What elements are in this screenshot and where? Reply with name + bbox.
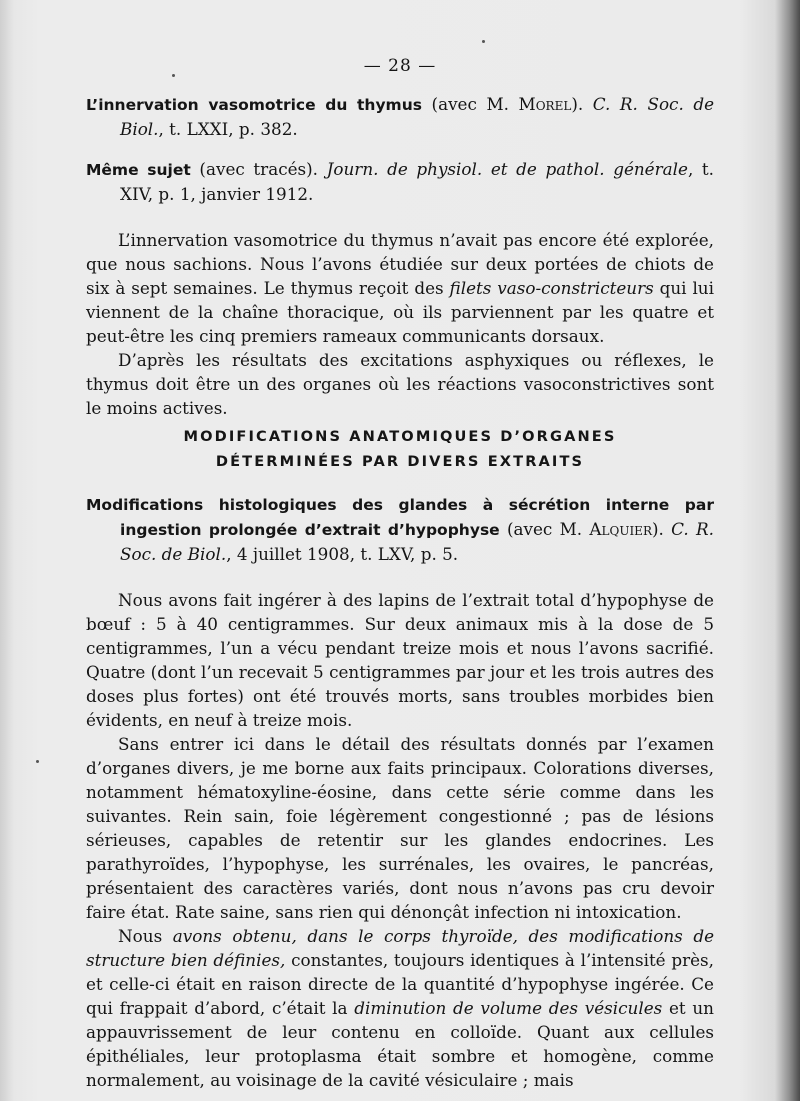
spacer [86, 566, 714, 588]
reference-entry: L’innervation vasomotrice du thymus (avec M. Morel). C. R. Soc. de Biol., t. LXXI, p. 382. [86, 94, 715, 139]
coauthor-name: Morel [518, 94, 572, 114]
scan-speck [36, 760, 39, 763]
journal-name: C. R. Soc. de Biol. [120, 519, 714, 564]
page-number: — 28 — [363, 56, 437, 76]
body-paragraph: D’après les résultats des excitations asphyxiques ou réflexes, le thymus doit être un des organes où les réactions vasoconstrictives sont le moins actives. [86, 350, 714, 418]
section-heading-line: DÉTERMINÉES PAR DIVERS EXTRAITS [215, 453, 585, 470]
section-heading-block [86, 424, 714, 474]
body-paragraph: Sans entrer ici dans le détail des résultats donnés par l’examen d’organes divers, je me borne aux faits principaux. Colorations diverses, notamment hématoxyline-éosine, dans cette série comme dans les suivantes. Rein sain, foie légèrement congestionné ; pas de lésions sérieuses, capables de retentir sur les glandes endocrines. Les parathyroïdes, l’hypophyse, les surrénales, les ovaires, le pancréas, présentaient des caractères variés, dont nous n’avons pas cru devoir faire état. Rate saine, sans rien qui dénonçât infection ni intoxication. [86, 734, 714, 922]
reference-title: Modifications histologiques des glandes à sécrétion interne par ingestion prolongée d’extrait d’hypophyse [86, 496, 714, 539]
journal-name: C. R. Soc. de Biol. [120, 94, 715, 139]
reference-entry: Modifications histologiques des glandes à sécrétion interne par ingestion prolongée d’extrait d’hypophyse (avec M. Alquier). C. R. Soc. de Biol., 4 juillet 1908, t. LXV, p. 5. [86, 496, 714, 564]
upper-section [86, 92, 714, 420]
lower-section [86, 492, 714, 1092]
body-paragraph: Nous avons obtenu, dans le corps thyroïde, des modifications de structure bien définies, constantes, toujours identiques à l’intensité près, et celle-ci était en raison directe de la quantité d’hypophyse ingérée. Ce qui frappait d’abord, c’était la diminution de volume des vésicules et un appauvrissement de leur contenu en colloïde. Quant aux cellules épithéliales, leur protoplasma était sombre et homogène, comme normalement, au voisinage de la cavité vésiculaire ; mais [86, 926, 714, 1090]
reference-entry: Même sujet (avec tracés). Journ. de physiol. et de pathol. générale, t. XIV, p. 1, janvier 1912. [86, 159, 714, 204]
section-heading-line: MODIFICATIONS ANATOMIQUES D’ORGANES [183, 428, 617, 445]
scan-speck [172, 74, 175, 77]
body-paragraph: L’innervation vasomotrice du thymus n’avait pas encore été explorée, que nous sachions. Nous l’avons étudiée sur deux portées de chiots de six à sept semaines. Le thymus reçoit des filets vaso-constricteurs qui lui viennent de la chaîne thoracique, où ils parviennent par les quatre et peut-être les cinq premiers rameaux communicants dorsaux. [86, 230, 714, 346]
journal-name: Journ. de physiol. et de pathol. générale [326, 159, 688, 179]
spacer [86, 206, 714, 228]
body-paragraph: Nous avons fait ingérer à des lapins de l’extrait total d’hypophyse de bœuf : 5 à 40 centigrammes. Sur deux animaux mis à la dose de 5 centigrammes, l’un a vécu pendant treize mois et nous l’avons sacrifié. Quatre (dont l’un recevait 5 centigrammes par jour et les trois autres des doses plus fortes) ont été trouvés morts, sans troubles morbides bien évidents, en neuf à treize mois. [86, 590, 714, 730]
reference-title: L’innervation vasomotrice du thymus [86, 96, 422, 114]
reference-title: Même sujet [86, 161, 191, 179]
coauthor-name: Alquier [589, 519, 652, 539]
scan-speck [482, 40, 485, 43]
